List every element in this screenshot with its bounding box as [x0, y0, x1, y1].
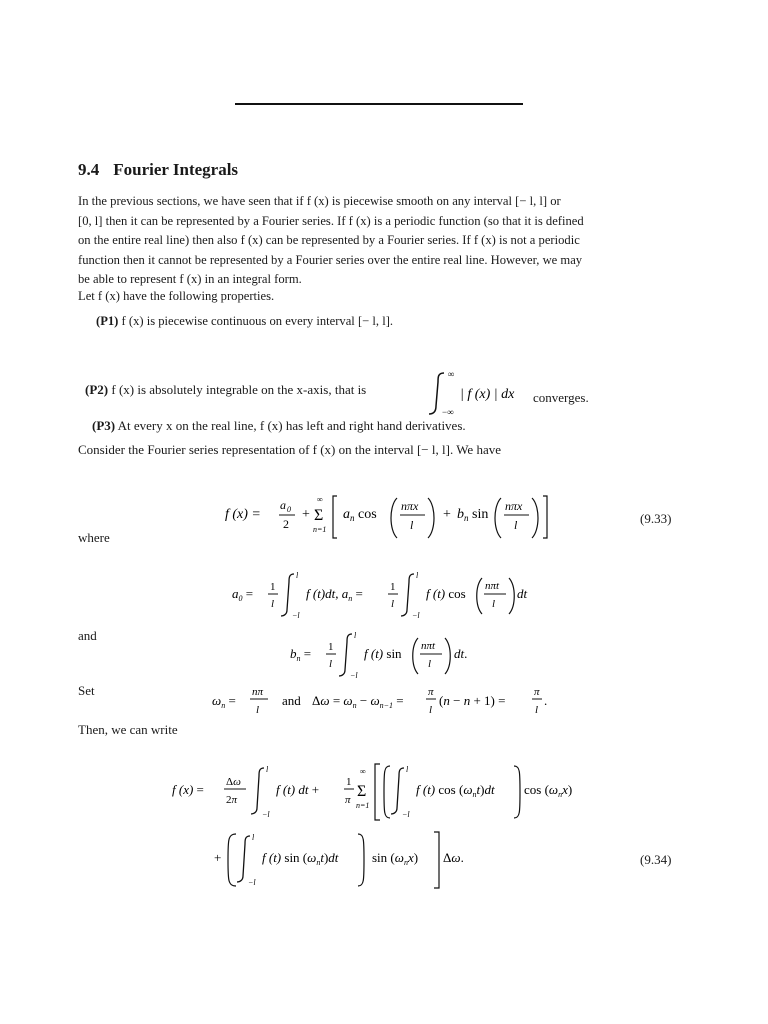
equation-omega	[212, 682, 562, 722]
svg-text:l: l	[256, 704, 260, 716]
consider-line: Consider the Fourier series representation of f (x) on the interval [− l, l]. We have	[78, 442, 501, 457]
svg-text:Δω: Δω	[226, 776, 241, 788]
svg-text:−l: −l	[248, 878, 256, 887]
property-label: (P2)	[85, 382, 109, 397]
svg-text:−l: −l	[350, 671, 358, 680]
svg-text:a0 =: $a_0$ =	[232, 586, 254, 603]
property-p2	[85, 382, 366, 398]
svg-text:l: l	[391, 598, 395, 610]
property-text: f (x) is absolutely integrable on the x-axis, that is	[108, 382, 367, 397]
p2-integral	[426, 368, 546, 418]
svg-text:l: l	[354, 631, 357, 640]
intro-line: on the entire real line) then also f (x) can be represented by a Fourier series. If f (x) is not a periodic	[78, 233, 580, 247]
svg-text:∞: ∞	[448, 369, 455, 379]
svg-text:l: l	[428, 658, 432, 670]
svg-text:−l: −l	[262, 810, 270, 819]
svg-text:l: l	[514, 518, 518, 532]
svg-text:π: π	[345, 794, 351, 806]
omega-and: and	[282, 693, 301, 708]
svg-text:f (x) =: f (x) =	[172, 782, 204, 797]
svg-text:l: l	[271, 598, 275, 610]
svg-text:+: +	[443, 507, 451, 522]
svg-text:sin (ωnx): $\sin (\omega_nx)$	[372, 850, 419, 867]
header-rule	[235, 103, 523, 105]
intro-line: In the previous sections, we have seen that if f (x) is piecewise smooth on any interval [− l, l] or	[78, 194, 561, 208]
svg-text:+: +	[302, 507, 310, 522]
svg-text:l: l	[429, 704, 433, 716]
equation-coefficients-a	[232, 566, 532, 622]
svg-text:nπx: nπx	[401, 499, 419, 513]
svg-text:f (t) dt +: f (t) dt +	[276, 782, 320, 797]
svg-text:∞: ∞	[360, 767, 366, 776]
svg-text:n=1: n=1	[313, 525, 327, 534]
svg-text:0: 0	[287, 505, 291, 514]
svg-text:1: 1	[390, 581, 396, 593]
svg-text:an cos: $a_n$ cos	[343, 507, 377, 523]
svg-text:l: l	[266, 765, 269, 774]
svg-text:1: 1	[270, 581, 276, 593]
equation-9-33	[225, 488, 555, 544]
svg-text:dt: dt	[517, 586, 528, 601]
svg-text:f (t) cos: f (t) cos	[426, 586, 466, 601]
property-label: (P1)	[96, 314, 119, 328]
property-p3	[92, 418, 466, 434]
intro-line: function then it cannot be represented by a Fourier series over the entire real line. However, we may	[78, 252, 583, 267]
svg-text:l: l	[329, 658, 333, 670]
p2-tail: converges.	[533, 390, 589, 405]
svg-text:Δω.: Δω.	[443, 850, 464, 865]
svg-text:−l: −l	[292, 611, 300, 620]
svg-text:∞: ∞	[317, 495, 323, 504]
let-line: Let f (x) have the following properties.	[78, 289, 275, 303]
svg-text:π: π	[534, 686, 540, 698]
svg-text:2: 2	[283, 517, 289, 531]
svg-text:f (t) sin (ωnt)dt: f (t) $\sin (\omega_nt)dt$	[262, 850, 339, 867]
svg-text:dt.: dt.	[454, 646, 468, 661]
svg-text:Δω = ωn − ωn−1 =: $\Delta\omega = \omega_n - \omega_{n-1}$ =	[312, 693, 404, 710]
svg-text:a: a	[280, 498, 286, 512]
equation-number: (9.34)	[640, 852, 672, 867]
set-label: Set	[78, 683, 95, 698]
svg-text:−l: −l	[412, 611, 420, 620]
svg-text:Σ: Σ	[314, 507, 324, 524]
svg-text:f (x) =: f (x) =	[225, 507, 261, 522]
svg-text:nπt: nπt	[421, 640, 436, 652]
property-text: f (x) is piecewise continuous on every interval [− l, l].	[118, 314, 394, 328]
svg-text:π: π	[428, 686, 434, 698]
svg-text:l: l	[406, 765, 409, 774]
svg-text:l: l	[416, 571, 419, 580]
property-label: (P3)	[92, 418, 116, 433]
svg-text:ωn =: $\omega_n$ =	[212, 693, 236, 710]
svg-text:(n − n + 1) =: (n − n + 1) =	[439, 693, 506, 708]
equation-coefficient-b	[290, 626, 480, 682]
svg-text:nπ: nπ	[252, 686, 264, 698]
section-heading	[78, 160, 238, 180]
svg-text:l: l	[410, 518, 414, 532]
equation-9-34-line2	[214, 828, 474, 892]
intro-line: be able to represent f (x) in an integral form.	[78, 272, 302, 286]
and-label: and	[78, 628, 97, 643]
section-title: Fourier Integrals	[113, 160, 239, 179]
svg-text:1: 1	[346, 776, 352, 788]
svg-text:n=1: n=1	[356, 801, 370, 810]
svg-text:2π: 2π	[226, 794, 238, 806]
svg-text:| f (x) | dx: | f (x) | dx	[460, 387, 515, 402]
svg-text:f (t) sin: f (t) sin	[364, 646, 402, 661]
svg-text:nπx: nπx	[505, 499, 523, 513]
intro-paragraph	[78, 192, 700, 290]
svg-text:nπt: nπt	[485, 580, 500, 592]
equation-number: (9.33)	[640, 511, 672, 526]
section-number: 9.4	[78, 160, 100, 179]
then-line: Then, we can write	[78, 722, 178, 737]
svg-text:f (t)dt, an =: f (t)dt, $a_n$ =	[306, 586, 363, 603]
svg-text:f (t) cos (ωnt)dt: f (t) $\cos (\omega_nt)dt$	[416, 782, 495, 799]
svg-text:bn =: $b_n$ =	[290, 646, 312, 663]
svg-text:bn sin: $b_n$ sin	[457, 507, 489, 523]
svg-text:l: l	[296, 571, 299, 580]
svg-text:Σ: Σ	[357, 783, 367, 800]
where-label: where	[78, 530, 110, 545]
svg-text:l: l	[535, 704, 539, 716]
intro-line: [0, l] then it can be represented by a Fourier series. If f (x) is a periodic function (so that it is defined	[78, 213, 584, 228]
property-text: At every x on the real line, f (x) has left and right hand derivatives.	[115, 418, 466, 433]
equation-9-34-line1	[172, 760, 592, 824]
svg-text:1: 1	[328, 641, 334, 653]
svg-text:−l: −l	[402, 810, 410, 819]
svg-text:−∞: −∞	[442, 407, 454, 417]
svg-text:l: l	[252, 833, 255, 842]
svg-text:.: .	[544, 693, 548, 708]
property-p1	[96, 314, 393, 329]
svg-text:+: +	[214, 850, 222, 865]
svg-text:l: l	[492, 598, 496, 610]
svg-text:cos (ωnx): $\cos (\omega_nx)$	[524, 782, 573, 799]
